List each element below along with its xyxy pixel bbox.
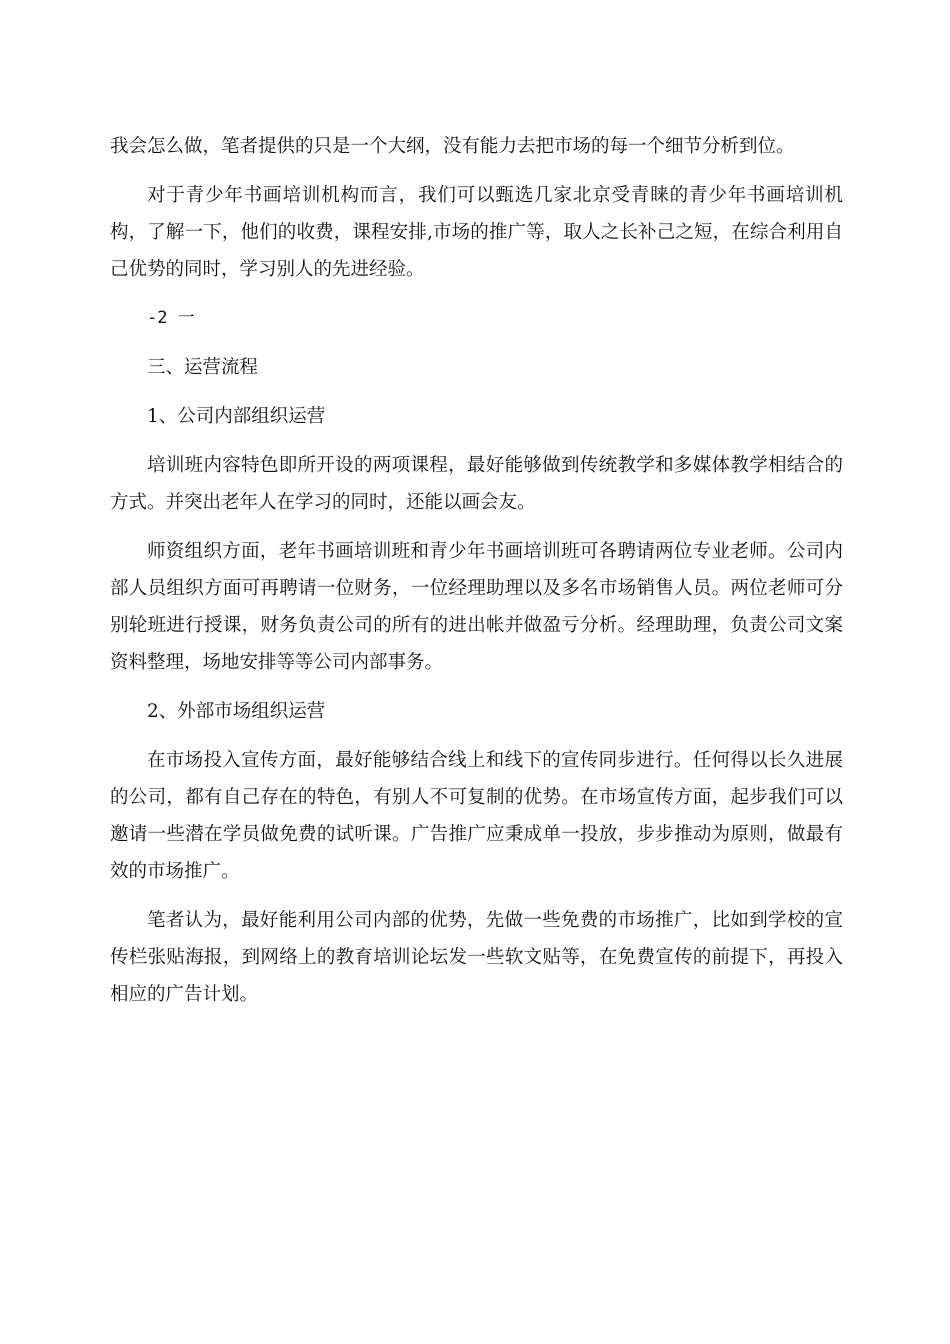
- document-page: [110, 128, 843, 1025]
- section-heading-operations: 三、运营流程: [147, 357, 259, 378]
- paragraph-youth-institutions: 对于青少年书画培训机构而言，我们可以甄选几家北京受青睐的青少年书画培训机构，了解一下，他们的收费，课程安排,市场的推广等，取人之长补己之短，在综合利用自己优势的同时，学习别人的先进经验。: [110, 185, 843, 280]
- paragraph-continuation: 我会怎么做，笔者提供的只是一个大纲，没有能力去把市场的每一个细节分析到位。: [110, 136, 795, 157]
- subheading-external-operations: 2、外部市场组织运营: [147, 701, 326, 722]
- subheading-internal-operations: 1、公司内部组织运营: [147, 406, 326, 427]
- paragraph-free-promotion: 笔者认为，最好能利用公司内部的优势，先做一些免费的市场推广，比如到学校的宣传栏张贴海报，到网络上的教育培训论坛发一些软文贴等，在免费宣传的前提下，再投入相应的广告计划。: [110, 910, 843, 1005]
- page-number-marker: -2 一: [147, 308, 195, 328]
- paragraph-staffing: 师资组织方面，老年书画培训班和青少年书画培训班可各聘请两位专业老师。公司内部人员组织方面可再聘请一位财务，一位经理助理以及多名市场销售人员。两位老师可分别轮班进行授课，财务负责公司的所有的进出帐并做盈亏分析。经理助理，负责公司文案资料整理，场地安排等等公司内部事务。: [110, 541, 843, 673]
- paragraph-course-features: 培训班内容特色即所开设的两项课程，最好能够做到传统教学和多媒体教学相结合的方式。并突出老年人在学习的同时，还能以画会友。: [110, 455, 843, 513]
- paragraph-marketing: 在市场投入宣传方面，最好能够结合线上和线下的宣传同步进行。任何得以长久进展的公司，都有自己存在的特色，有别人不可复制的优势。在市场宣传方面，起步我们可以邀请一些潜在学员做免费的试听课。广告推广应秉成单一投放，步步推动为原则，做最有效的市场推广。: [110, 750, 843, 882]
